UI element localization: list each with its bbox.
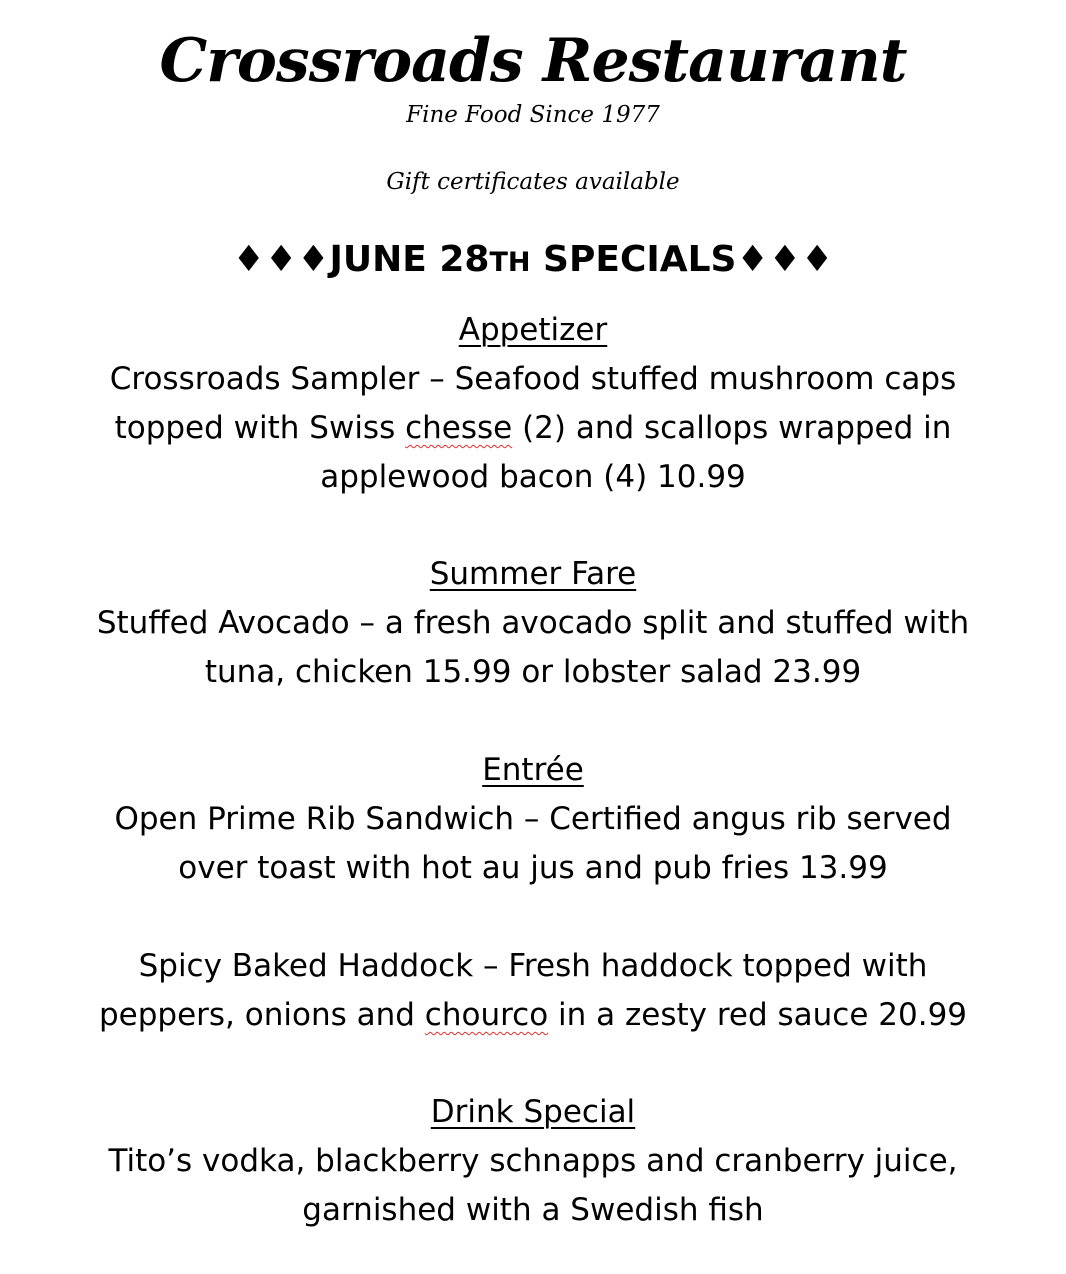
drink-special-section bbox=[60, 1088, 1006, 1235]
misspelled-word: chesse bbox=[405, 410, 513, 446]
specials-heading bbox=[0, 236, 1066, 287]
specials-heading-prefix: ♦♦♦JUNE 28 bbox=[232, 239, 490, 280]
entree-line: over toast with hot au jus and pub fries 13.99 bbox=[178, 850, 888, 886]
summer-fare-line: tuna, chicken 15.99 or lobster salad 23.99 bbox=[204, 654, 862, 690]
entree-text: in a zesty red sauce 20.99 bbox=[548, 997, 968, 1033]
appetizer-line: Crossroads Sampler – Seafood stuffed mushroom caps bbox=[109, 361, 957, 397]
drink-line: garnished with a Swedish fish bbox=[302, 1192, 764, 1228]
summer-fare-line: Stuffed Avocado – a fresh avocado split and stuffed with bbox=[96, 605, 970, 641]
specials-heading-ordinal: TH bbox=[489, 247, 531, 278]
entree-text: peppers, onions and bbox=[98, 997, 425, 1033]
entree-line bbox=[60, 991, 1006, 1040]
entree-second-item bbox=[60, 942, 1006, 1040]
specials-heading-suffix: SPECIALS♦♦♦ bbox=[530, 239, 834, 280]
restaurant-name: Crossroads Restaurant bbox=[159, 26, 907, 96]
appetizer-heading: Appetizer bbox=[458, 312, 608, 348]
appetizer-text: topped with Swiss bbox=[114, 410, 406, 446]
misspelled-word: chourco bbox=[424, 997, 549, 1033]
entree-section bbox=[60, 746, 1006, 893]
summer-fare-section bbox=[60, 550, 1006, 697]
summer-fare-heading: Summer Fare bbox=[429, 556, 637, 592]
appetizer-line: applewood bacon (4) 10.99 bbox=[320, 459, 746, 495]
entree-heading: Entrée bbox=[482, 752, 584, 788]
entree-line: Spicy Baked Haddock – Fresh haddock topped with bbox=[138, 948, 928, 984]
tagline: Fine Food Since 1977 bbox=[406, 102, 660, 128]
entree-line: Open Prime Rib Sandwich – Certified angus rib served bbox=[114, 801, 952, 837]
drink-line: Tito’s vodka, blackberry schnapps and cranberry juice, bbox=[108, 1143, 958, 1179]
drink-special-heading: Drink Special bbox=[430, 1094, 636, 1130]
appetizer-section bbox=[60, 306, 1006, 502]
appetizer-text: (2) and scallops wrapped in bbox=[512, 410, 952, 446]
appetizer-line bbox=[60, 404, 1006, 453]
gift-certificates-note: Gift certificates available bbox=[386, 169, 680, 195]
